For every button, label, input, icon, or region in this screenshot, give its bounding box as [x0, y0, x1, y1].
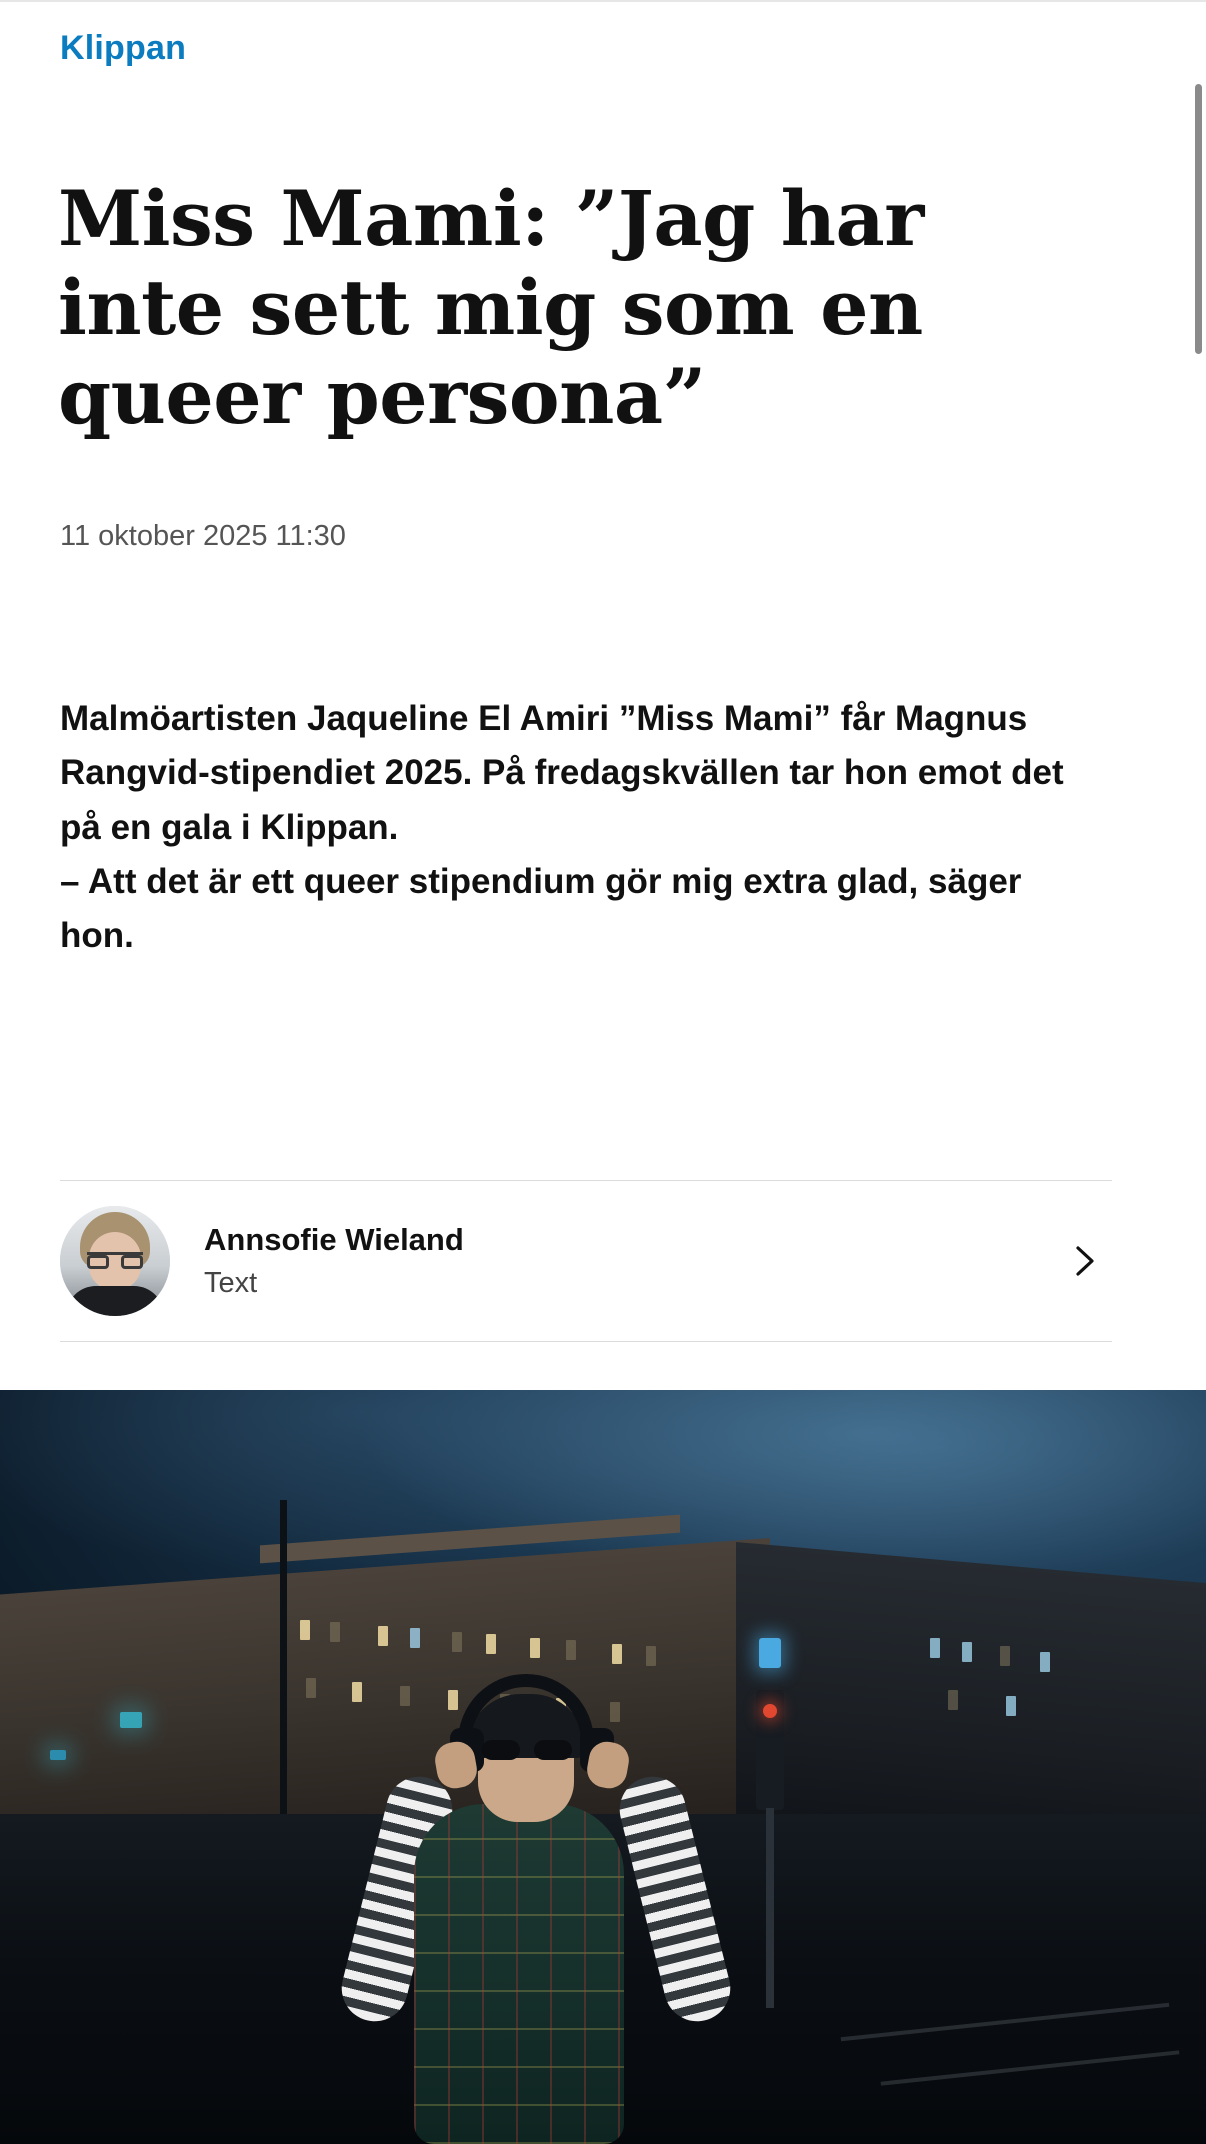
top-divider [0, 0, 1206, 2]
byline-text [204, 1219, 1064, 1304]
hero-image [0, 1390, 1206, 2144]
avatar [60, 1206, 170, 1316]
hero-lamp-post [280, 1500, 287, 1830]
hero-traffic-light [756, 1690, 784, 1810]
byline-row[interactable] [60, 1181, 1112, 1341]
scrollbar[interactable] [1192, 0, 1206, 2144]
lead-paragraph-2: – Att det är ett queer stipendium gör mig extra glad, säger hon. [60, 861, 1022, 955]
byline-section [60, 1180, 1112, 1342]
article-kicker[interactable]: Klippan [60, 29, 187, 67]
page-title: Miss Mami: ”Jag har inte sett mig som en queer persona” [58, 173, 924, 441]
scrollbar-thumb[interactable] [1195, 84, 1202, 354]
lead-paragraph-1: Malmöartisten Jaqueline El Amiri ”Miss Mami” får Magnus Rangvid-stipendiet 2025. På fredagskvällen tar hon emot det på en gala i Klippan. [60, 699, 1064, 847]
byline-bottom-divider [60, 1341, 1112, 1342]
hero-subject-person [330, 1624, 730, 2144]
article-timestamp: 11 oktober 2025 11:30 [60, 520, 346, 552]
chevron-right-icon[interactable] [1064, 1241, 1104, 1281]
byline-author-name: Annsofie Wieland [204, 1221, 464, 1257]
article-lead [60, 692, 1070, 963]
byline-author-role: Text [204, 1267, 258, 1300]
